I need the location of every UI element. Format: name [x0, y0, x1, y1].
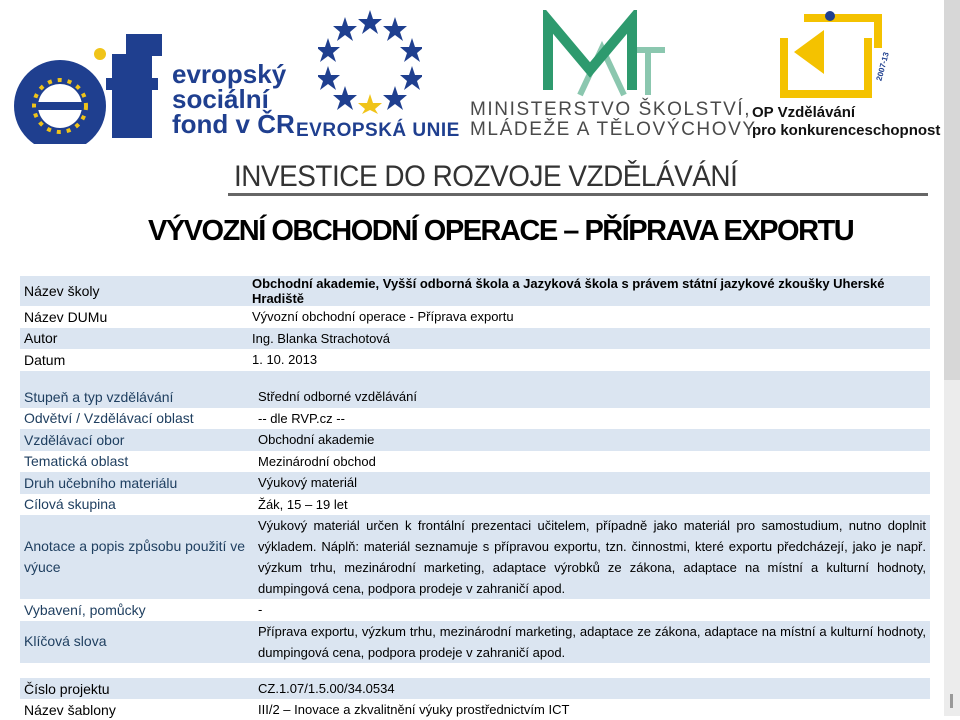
- msmt-logo: [540, 10, 670, 98]
- table-row: [20, 328, 930, 350]
- op-year-badge: 2007-13: [874, 51, 891, 82]
- table-row: [20, 699, 930, 720]
- row-value: Žák, 15 – 19 let: [258, 496, 348, 512]
- row-value: -: [258, 602, 263, 618]
- esf-line-2: sociální: [172, 84, 269, 114]
- table-row: [20, 599, 930, 621]
- row-value: Obchodní akademie: [254, 429, 930, 451]
- document-title: VÝVOZNÍ OBCHODNÍ OPERACE – PŘÍPRAVA EXPORTU: [148, 215, 854, 247]
- row-value: CZ.1.07/1.5.00/34.0534: [254, 678, 930, 699]
- msmt-line-2: MLÁDEŽE A TĚLOVÝCHOVY: [470, 119, 757, 140]
- vertical-scrollbar[interactable]: [944, 0, 960, 716]
- row-label: Název šablony: [24, 701, 116, 718]
- table-row: [20, 276, 930, 306]
- row-label: Cílová skupina: [24, 496, 116, 513]
- row-label: Vybavení, pomůcky: [24, 601, 146, 618]
- table-row: [20, 451, 930, 473]
- row-label: Klíčová slova: [20, 621, 254, 663]
- row-value: Ing. Blanka Strachotová: [248, 328, 930, 350]
- esf-logo: [8, 14, 168, 144]
- row-label: Druh učebního materiálu: [20, 472, 254, 494]
- table-row: [20, 678, 930, 699]
- slogan-underline: [228, 193, 928, 196]
- table-row: [20, 515, 930, 599]
- row-label: Odvětví / Vzdělávací oblast: [24, 410, 194, 427]
- project-table: [20, 678, 930, 720]
- metadata-table: [20, 386, 930, 684]
- row-value: Vývozní obchodní operace - Příprava exportu: [252, 309, 514, 325]
- row-value: Výukový materiál: [254, 472, 930, 494]
- row-value: Příprava exportu, výzkum trhu, mezinárodní marketing, adaptace ze zákona, adaptace na místní a kulturní hodnoty, dumpingová cena, podpora prodeje v zahraničí apod.: [254, 621, 930, 663]
- logo-band: [0, 0, 960, 200]
- table-row: [20, 386, 930, 408]
- row-label: Tematická oblast: [24, 453, 129, 470]
- op-line-1: OP Vzdělávání: [752, 104, 856, 121]
- table-row: [20, 349, 930, 371]
- row-label: Autor: [20, 328, 248, 350]
- table-row: [20, 408, 930, 430]
- table-row: [20, 429, 930, 451]
- header-info-table: [20, 276, 930, 392]
- row-label: Anotace a popis způsobu použití ve výuce: [20, 515, 254, 599]
- table-row: [20, 621, 930, 663]
- eu-flag-icon: [318, 8, 422, 114]
- op-logo-text: [752, 104, 940, 140]
- esf-line-1: evropský: [172, 59, 287, 89]
- table-row: [20, 494, 930, 516]
- msmt-line-1: MINISTERSTVO ŠKOLSTVÍ,: [470, 99, 752, 120]
- scroll-position-mark: [950, 694, 953, 708]
- row-label: Stupeň a typ vzdělávání: [20, 386, 254, 408]
- row-label: Vzdělávací obor: [20, 429, 254, 451]
- esf-logo-text: [172, 59, 295, 139]
- row-value: -- dle RVP.cz --: [258, 410, 345, 426]
- table-row: [20, 472, 930, 494]
- row-value: 1. 10. 2013: [252, 352, 318, 368]
- row-label: Číslo projektu: [20, 678, 254, 699]
- row-label: Název školy: [20, 276, 248, 306]
- investice-slogan: INVESTICE DO ROZVOJE VZDĚLÁVÁNÍ: [234, 160, 738, 193]
- scrollbar-thumb[interactable]: [944, 0, 960, 380]
- row-label: Název DUMu: [24, 308, 108, 325]
- msmt-logo-text: [470, 100, 757, 140]
- row-value: Mezinárodní obchod: [258, 453, 376, 469]
- eu-logo-text: EVROPSKÁ UNIE: [296, 120, 460, 141]
- row-value: Obchodní akademie, Vyšší odborná škola a Jazyková škola s právem státní jazykové zkoušky Uherské Hradiště: [248, 276, 930, 306]
- row-value: III/2 – Inovace a zkvalitnění výuky prostřednictvím ICT: [258, 702, 570, 717]
- row-value: Výukový materiál určen k frontální prezentaci učitelem, případně jako materiál pro samostudium, nutno doplnit výkladem. Náplň: materiál seznamuje s přípravou exportu, tzn. činnostmi, které exportu předcházejí, jako je např. výzkum trhu, mezinárodní marketing, adaptace výrobků ze zákona, adaptace na místní a kulturní hodnoty, dumpingová cena, podpora prodeje v zahraničí apod.: [254, 515, 930, 599]
- row-label: Datum: [24, 351, 66, 368]
- op-line-2: pro konkurenceschopnost: [752, 122, 941, 139]
- table-row: [20, 306, 930, 328]
- op-logo: [774, 8, 894, 102]
- esf-line-3: fond v ČR: [172, 109, 295, 139]
- row-value: Střední odborné vzdělávání: [254, 386, 930, 408]
